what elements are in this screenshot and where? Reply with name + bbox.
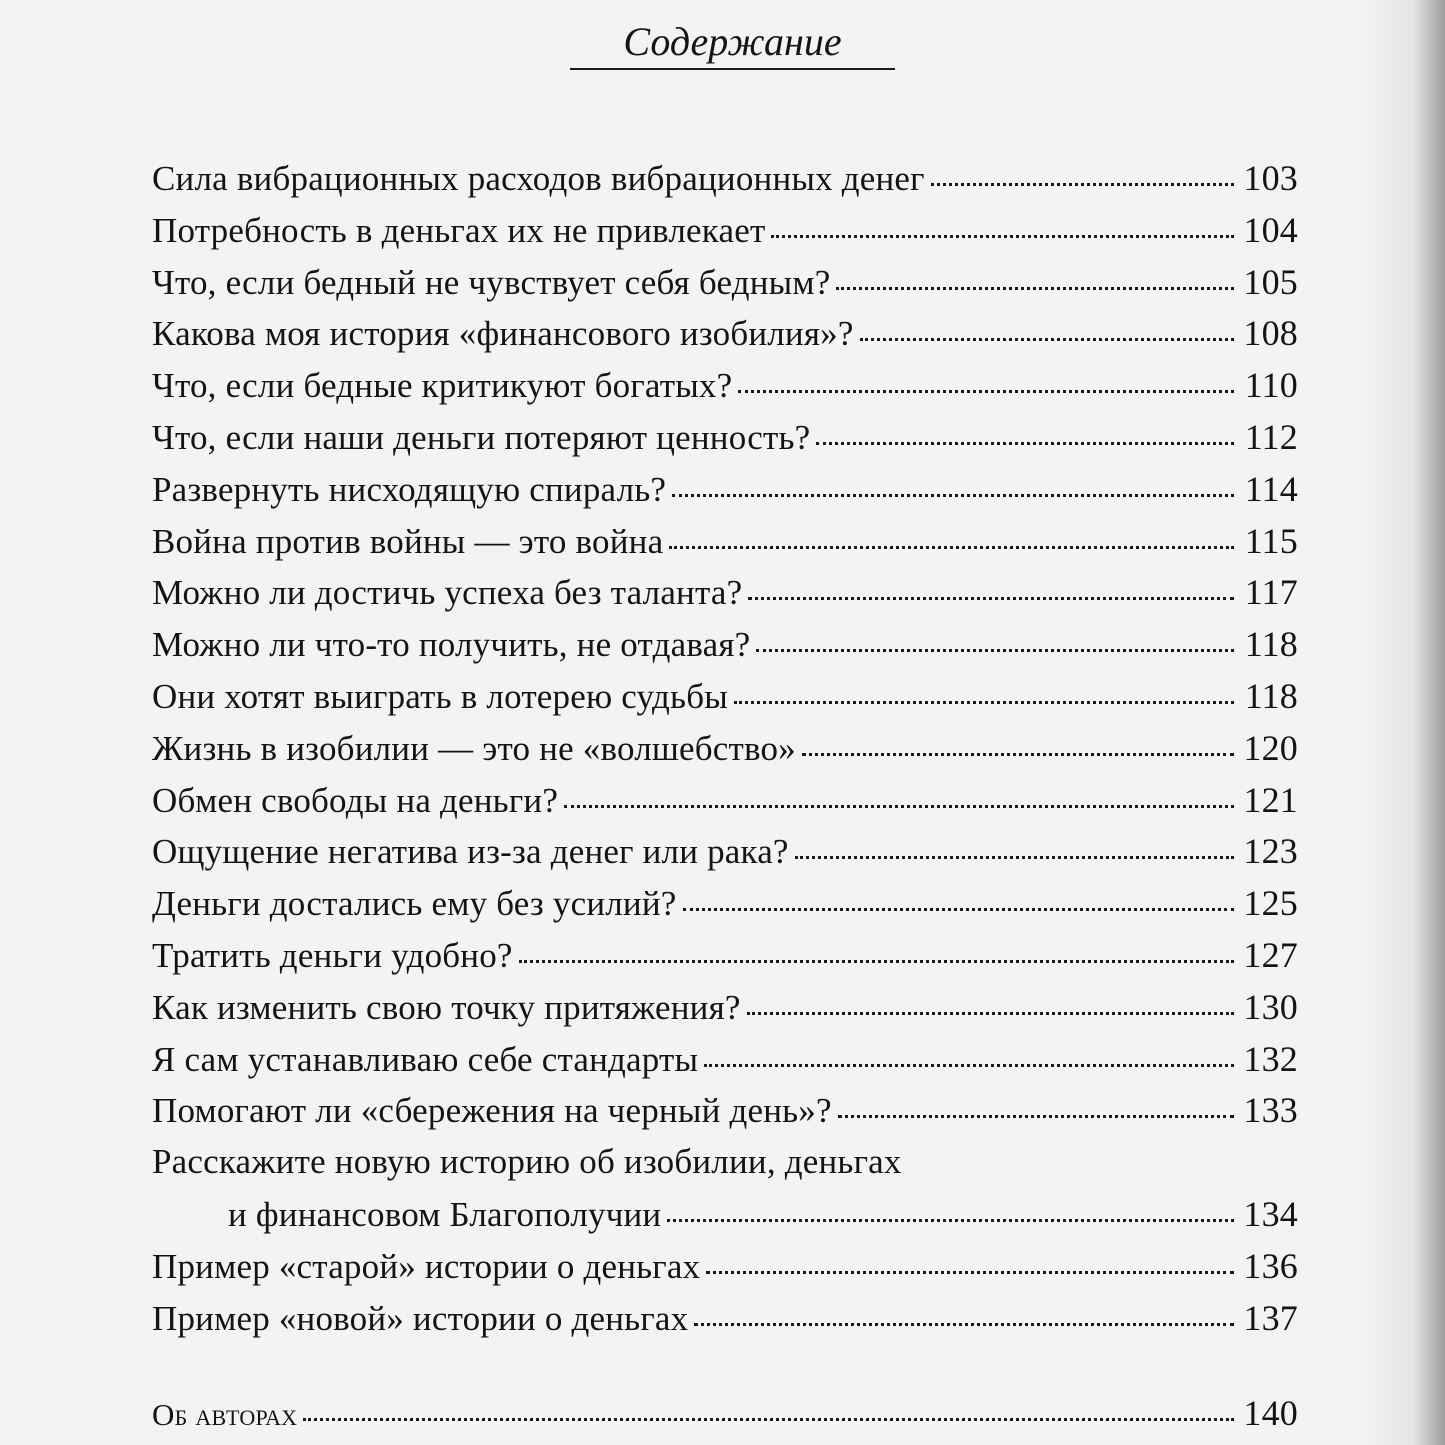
toc-entry-page: 110 (1244, 365, 1298, 406)
toc-entry (152, 981, 1298, 1033)
toc-entry-page: 114 (1244, 468, 1298, 509)
dot-leader (836, 252, 1234, 290)
toc-entry-page: 136 (1243, 1245, 1298, 1286)
toc-entry-title: Ощущение негатива из-за денег или рака? (152, 832, 789, 872)
dot-leader (704, 1029, 1234, 1067)
toc-entry-page: 117 (1244, 572, 1298, 613)
toc-entry-page: 118 (1244, 675, 1298, 716)
toc-entry-title: Обмен свободы на деньги? (152, 780, 559, 820)
toc-entry-title: Деньги достались ему без усилий? (152, 884, 677, 924)
page-header (570, 16, 895, 70)
dot-leader (734, 666, 1234, 704)
toc-entry-title: Потребность в деньгах их не привлекает (152, 210, 766, 250)
toc-entry (152, 1188, 1298, 1240)
dot-leader (860, 303, 1234, 341)
section-gap (152, 1343, 1298, 1387)
toc-entry-title: Помогают ли «сбережения на черный день»? (152, 1091, 832, 1131)
toc-entry (152, 152, 1298, 204)
dot-leader (667, 1184, 1234, 1222)
page-title: Содержание (623, 19, 842, 64)
toc-entry-page: 120 (1243, 727, 1298, 768)
toc-entry (152, 515, 1298, 567)
toc-entry (152, 1292, 1298, 1344)
dot-leader (747, 977, 1234, 1015)
toc-entry (152, 722, 1298, 774)
dot-leader (706, 1236, 1234, 1274)
toc-entry-page: 121 (1243, 779, 1298, 820)
toc-entry-page: 127 (1243, 934, 1298, 975)
dot-leader (738, 355, 1234, 393)
page-edge-shadow (1365, 0, 1445, 1445)
toc-entry (152, 825, 1298, 877)
dot-leader (748, 562, 1234, 600)
toc-entry-page: 125 (1243, 883, 1298, 924)
toc-entry-title: Война против войны — это война (152, 521, 664, 561)
toc-entry-title: Пример «старой» истории о деньгах (152, 1246, 701, 1286)
toc-entry-page: 103 (1243, 158, 1298, 198)
toc-entry-page: 133 (1243, 1090, 1298, 1131)
toc-entry-title: Они хотят выиграть в лотерею судьбы (152, 676, 728, 716)
toc-entry-title: Об авторах (152, 1397, 298, 1433)
toc-entry-page: 108 (1243, 313, 1298, 354)
toc-entry (152, 618, 1298, 670)
toc-entry-title: Можно ли что-то получить, не отдавая? (152, 625, 751, 665)
toc-entry-title: и финансовом Благополучии (228, 1194, 662, 1234)
toc-entry-title: Можно ли достичь успеха без таланта? (152, 573, 743, 613)
toc-entry-page: 132 (1243, 1038, 1298, 1079)
toc-entry (152, 463, 1298, 515)
toc-entry (152, 1033, 1298, 1085)
toc-entry-page: 130 (1243, 986, 1298, 1027)
toc-entry (152, 670, 1298, 722)
toc-entry-page: 140 (1243, 1393, 1298, 1434)
toc-entry-page: 123 (1243, 831, 1298, 872)
toc-entry (152, 877, 1298, 929)
dot-leader (756, 614, 1234, 652)
toc-entry-page: 105 (1243, 261, 1298, 302)
toc-entry-continued (152, 1136, 1298, 1188)
toc-entry-title: Расскажите новую историю об изобилии, деньгах (152, 1142, 902, 1182)
dot-leader (771, 200, 1234, 238)
toc-entry-page: 134 (1243, 1193, 1298, 1234)
dot-leader (931, 148, 1234, 186)
dot-leader (564, 770, 1234, 808)
toc-entry-title: Какова моя история «финансового изобилия»? (152, 314, 854, 354)
dot-leader (683, 873, 1234, 911)
toc-entry (152, 204, 1298, 256)
dot-leader (694, 1288, 1234, 1326)
toc-entry-title: Развернуть нисходящую спираль? (152, 469, 667, 509)
dot-leader (519, 925, 1234, 963)
toc-entry (152, 566, 1298, 618)
toc-entry-title: Что, если наши деньги потеряют ценность? (152, 417, 811, 457)
toc-entry-title: Жизнь в изобилии — это не «волшебство» (152, 728, 796, 768)
toc-entry-page: 112 (1244, 416, 1298, 457)
table-of-contents (152, 152, 1298, 1439)
toc-entry-page: 118 (1244, 624, 1298, 665)
dot-leader (838, 1080, 1234, 1118)
toc-entry (152, 774, 1298, 826)
toc-entry (152, 256, 1298, 308)
toc-entry (152, 1240, 1298, 1292)
toc-entry (152, 929, 1298, 981)
dot-leader (672, 459, 1234, 497)
dot-leader (669, 511, 1234, 549)
dot-leader (802, 718, 1234, 756)
toc-entry-title: Как изменить свою точку притяжения? (152, 987, 741, 1027)
toc-entry (152, 307, 1298, 359)
toc-entry-title: Сила вибрационных расходов вибрационных денег (152, 159, 925, 198)
toc-entry-title: Что, если бедный не чувствует себя бедным? (152, 262, 831, 302)
toc-entry-title: Тратить деньги удобно? (152, 935, 513, 975)
toc-entry-title: Пример «новой» истории о деньгах (152, 1298, 689, 1338)
toc-entry-page: 104 (1243, 209, 1298, 250)
toc-entry-page: 115 (1244, 520, 1298, 561)
dot-leader (816, 407, 1234, 445)
toc-entry (152, 359, 1298, 411)
dot-leader (303, 1383, 1234, 1421)
toc-entry (152, 1084, 1298, 1136)
dot-leader (795, 821, 1234, 859)
header-underline (570, 68, 895, 70)
toc-entry-page: 137 (1243, 1297, 1298, 1338)
toc-entry-about-authors (152, 1387, 1298, 1439)
toc-entry (152, 411, 1298, 463)
toc-entry-title: Что, если бедные критикуют богатых? (152, 366, 733, 406)
toc-entry-title: Я сам устанавливаю себе стандарты (152, 1039, 699, 1079)
